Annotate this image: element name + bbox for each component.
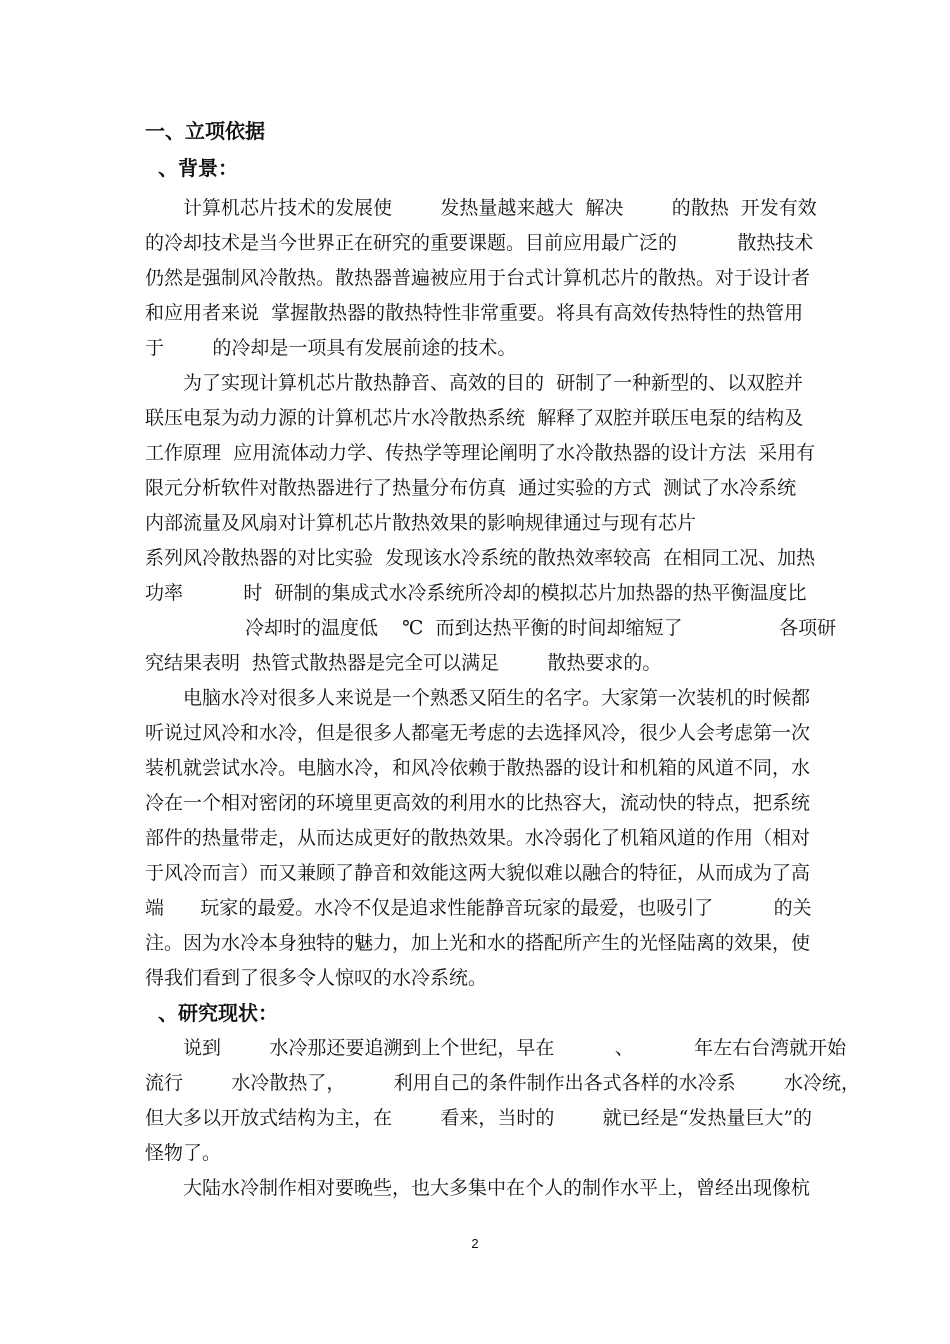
body-line: 冷在一个相对密闭的环境里更高效的利用水的比热容大，流动快的特点，把系统 bbox=[145, 792, 811, 814]
research-line: 说到 水冷那还要追溯到上个世纪，早在 、 年左右台湾就开始 bbox=[183, 1037, 847, 1059]
body-line: 得我们看到了很多令人惊叹的水冷系统。 bbox=[145, 967, 488, 989]
background-heading: 、背景： bbox=[158, 156, 238, 180]
body-line: 和应用者来说 掌握散热器的散热特性非常重要。将具有高效传热特性的热管用 bbox=[145, 302, 804, 324]
section-title: 一、立项依据 bbox=[145, 119, 265, 143]
body-line: 功率 时 研制的集成式水冷系统所冷却的模拟芯片加热器的热平衡温度比 bbox=[145, 582, 807, 604]
body-line: 于 的冷却是一项具有发展前途的技术。 bbox=[145, 337, 517, 359]
body-line: 注。因为水冷本身独特的魅力，加上光和水的搭配所产生的光怪陆离的效果，使 bbox=[145, 932, 811, 954]
body-line: 计算机芯片技术的发展使 发热量越来越大 解决 的散热 开发有效 bbox=[183, 197, 817, 219]
research-heading: 、研究现状： bbox=[158, 1001, 278, 1025]
body-line: 电脑水冷对很多人来说是一个熟悉又陌生的名字。大家第一次装机的时候都 bbox=[183, 687, 811, 709]
body-line: 限元分析软件对散热器进行了热量分布仿真 通过实验的方式 测试了水冷系统 bbox=[145, 477, 797, 499]
research-line: 大陆水冷制作相对要晚些，也大多集中在个人的制作水平上，曾经出现像杭 bbox=[183, 1177, 811, 1199]
body-line: 系列风冷散热器的对比实验 发现该水冷系统的散热效率较高 在相同工况、加热 bbox=[145, 547, 816, 569]
body-line: 工作原理 应用流体动力学、传热学等理论阐明了水冷散热器的设计方法 采用有 bbox=[145, 442, 816, 464]
body-line: 部件的热量带走，从而达成更好的散热效果。水冷弱化了机箱风道的作用（相对 bbox=[145, 827, 811, 849]
body-line: 于风冷而言）而又兼顾了静音和效能这两大貌似难以融合的特征，从而成为了高 bbox=[145, 862, 811, 884]
body-line: 听说过风冷和水冷，但是很多人都毫无考虑的去选择风冷，很少人会考虑第一次 bbox=[145, 722, 811, 744]
body-line: 的冷却技术是当今世界正在研究的重要课题。目前应用最广泛的 散热技术 bbox=[145, 232, 814, 254]
body-line: 内部流量及风扇对计算机芯片散热效果的影响规律通过与现有芯片 bbox=[145, 512, 697, 534]
research-line: 但大多以开放式结构为主，在 看来，当时的 就已经是“发热量巨大”的 bbox=[145, 1107, 813, 1129]
body-line: 冷却时的温度低 ℃ 而到达热平衡的时间却缩短了 各项研 bbox=[245, 617, 837, 639]
body-line: 装机就尝试水冷。电脑水冷，和风冷依赖于散热器的设计和机箱的风道不同，水 bbox=[145, 757, 811, 779]
body-line: 端 玩家的最爱。水冷不仅是追求性能静音玩家的最爱，也吸引了 的关 bbox=[145, 897, 812, 919]
body-line: 为了实现计算机芯片散热静音、高效的目的 研制了一种新型的、以双腔并 bbox=[183, 372, 804, 394]
body-line: 联压电泵为动力源的计算机芯片水冷散热系统 解释了双腔并联压电泵的结构及 bbox=[145, 407, 804, 429]
page-number: 2 bbox=[471, 1236, 479, 1251]
body-line: 究结果表明 热管式散热器是完全可以满足 散热要求的。 bbox=[145, 652, 662, 674]
research-line: 怪物了。 bbox=[145, 1142, 222, 1164]
body-line: 仍然是强制风冷散热。散热器普遍被应用于台式计算机芯片的散热。对于设计者 bbox=[145, 267, 811, 289]
research-line: 流行 水冷散热了， 利用自己的条件制作出各式各样的水冷系 水冷统， bbox=[145, 1072, 860, 1094]
